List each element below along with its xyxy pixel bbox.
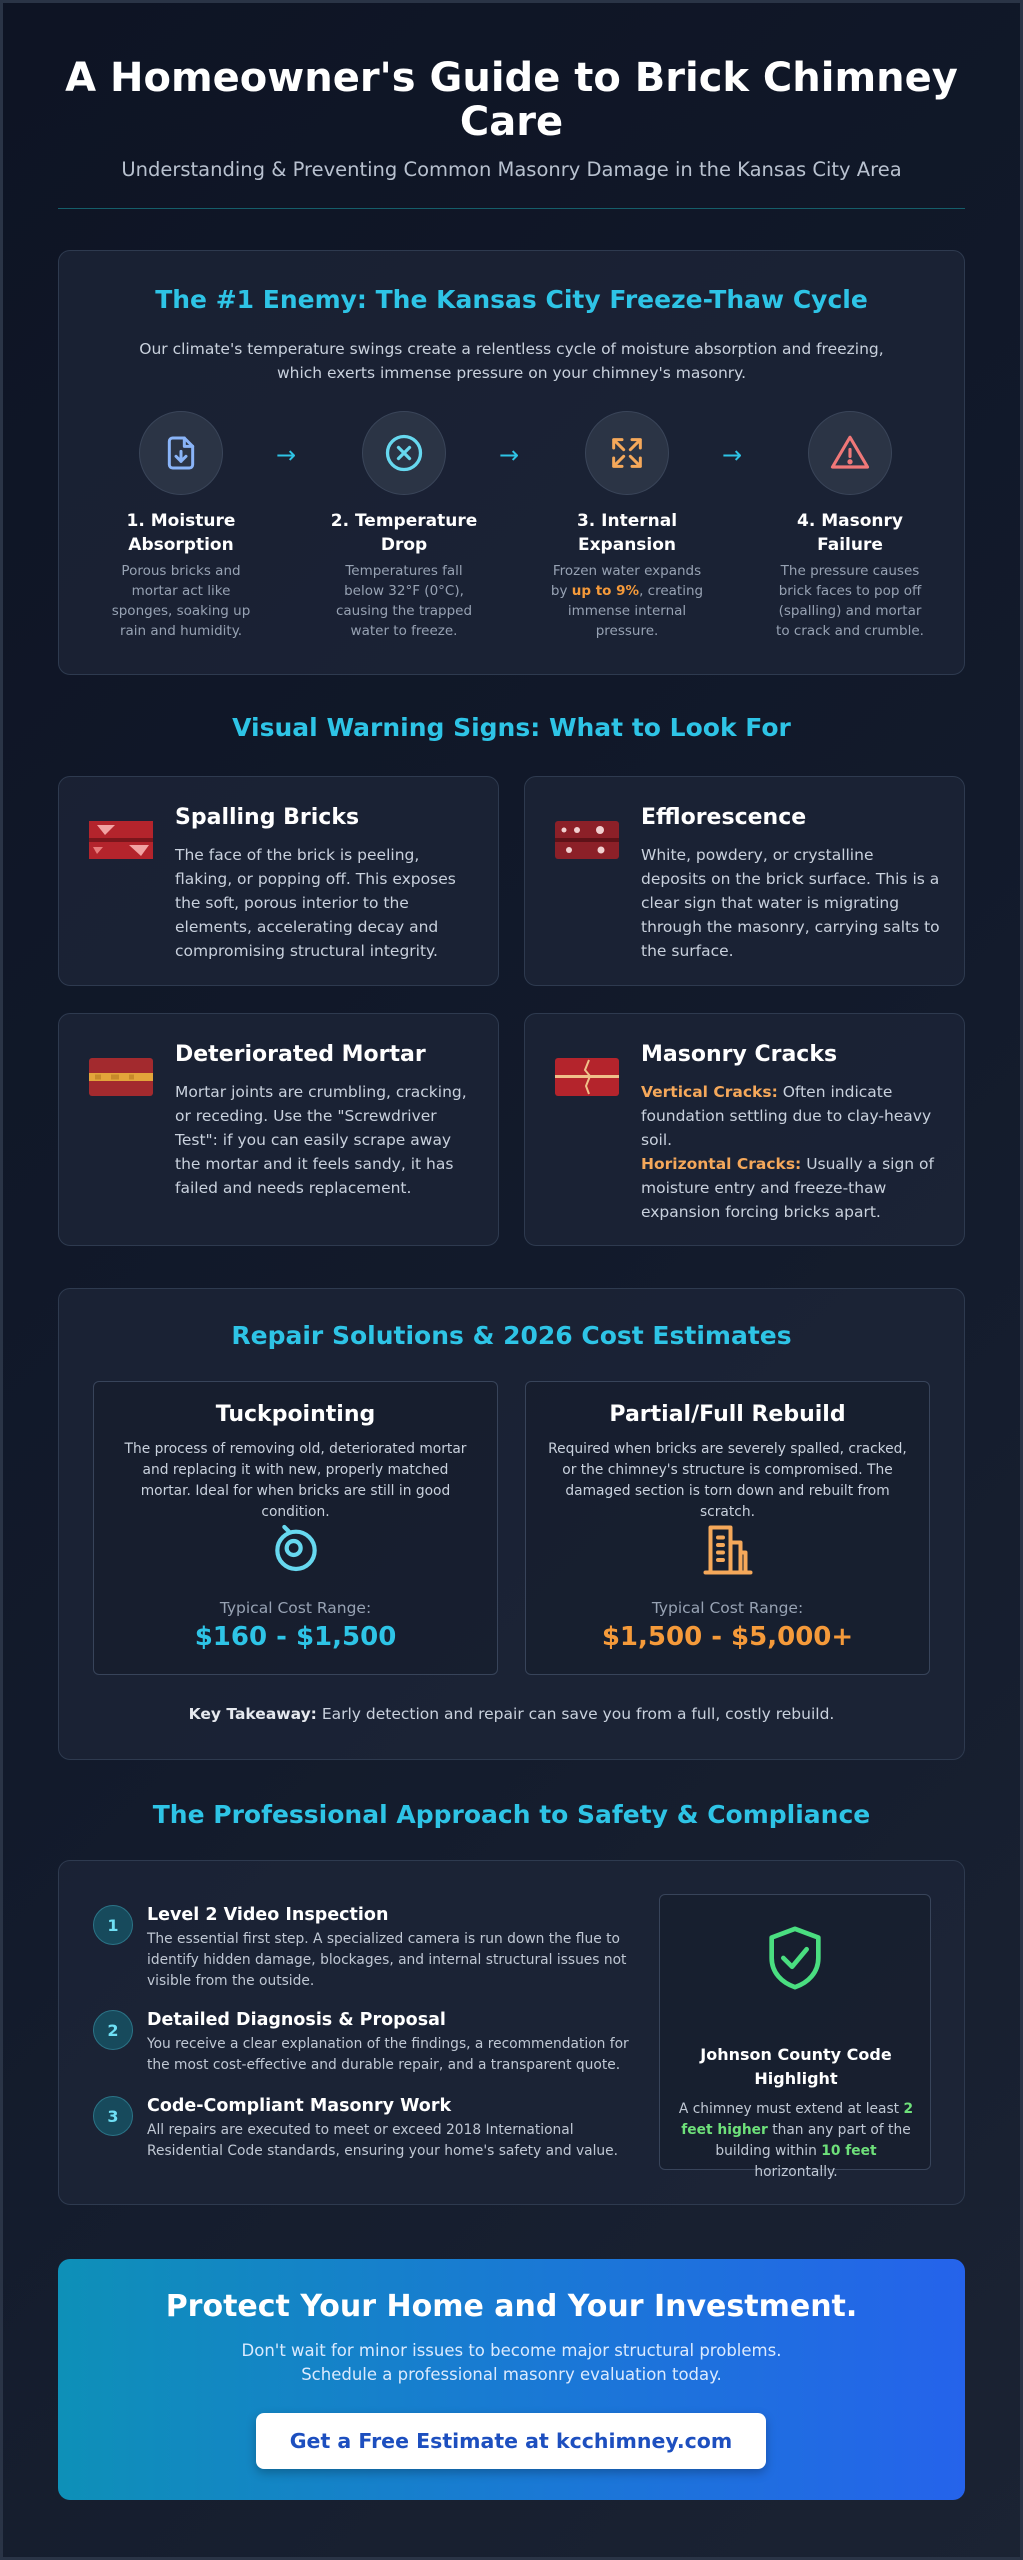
building-icon bbox=[526, 1520, 929, 1580]
step-desc: All repairs are executed to meet or exceed 2018 International Residential Code standards, ensuring your home's safety and value. bbox=[147, 2122, 619, 2159]
step-number: 3 bbox=[93, 2096, 133, 2136]
step-desc: Porous bricks and mortar act like sponges, soaking up rain and humidity. bbox=[111, 563, 251, 639]
key-takeaway: Key Takeaway: Early detection and repair can save you from a full, costly rebuild. bbox=[188, 1705, 835, 1723]
repair-option-card bbox=[93, 1381, 498, 1675]
cost-label: Typical Cost Range: bbox=[651, 1599, 804, 1617]
trowel-icon bbox=[94, 1520, 497, 1576]
cycle-step bbox=[324, 411, 484, 641]
cost-value: $1,500 - $5,000+ bbox=[601, 1622, 854, 1652]
warning-title: Masonry Cracks bbox=[641, 1042, 838, 1067]
arrow-right-icon: → bbox=[499, 441, 520, 469]
repair-title: Tuckpointing bbox=[215, 1402, 376, 1427]
cycle-step bbox=[770, 411, 930, 641]
professional-section bbox=[58, 1860, 965, 2205]
free-estimate-button[interactable]: Get a Free Estimate at kcchimney.com bbox=[256, 2413, 766, 2469]
cta-title: Protect Your Home and Your Investment. bbox=[165, 2289, 858, 2324]
arrow-right-icon: → bbox=[722, 441, 743, 469]
section-title: The #1 Enemy: The Kansas City Freeze-Thaw Cycle bbox=[155, 285, 868, 314]
cta-banner bbox=[58, 2259, 965, 2500]
page-title: A Homeowner's Guide to Brick Chimney Care bbox=[65, 55, 958, 145]
cracked-brick-icon bbox=[555, 1058, 619, 1096]
header bbox=[58, 56, 965, 181]
step-desc: The essential first step. A specialized camera is run down the flue to identify hidden damage, blockages, and internal structural issues not visible from the outside. bbox=[147, 1931, 627, 1989]
x-circle-icon bbox=[362, 411, 446, 495]
vertical-cracks-label: Vertical Cracks: bbox=[641, 1083, 778, 1101]
header-divider bbox=[58, 208, 965, 209]
horizontal-cracks-label: Horizontal Cracks: bbox=[641, 1155, 802, 1173]
warning-desc: White, powdery, or crystalline deposits on the brick surface. This is a clear sign that water is migrating through the masonry, carrying salts to the surface. bbox=[641, 846, 940, 960]
step-title: Code-Compliant Masonry Work bbox=[147, 2096, 452, 2116]
repair-desc: Required when bricks are severely spalled, cracked, or the chimney's structure is compromised. The damaged section is torn down and rebuilt from scratch. bbox=[548, 1441, 907, 1520]
step-desc: The pressure causes brick faces to pop off (spalling) and mortar to crack and crumble. bbox=[776, 563, 924, 639]
step-title: 3. Internal Expansion bbox=[576, 511, 678, 555]
section-title: The Professional Approach to Safety & Compliance bbox=[152, 1800, 871, 1829]
cycle-step bbox=[547, 411, 707, 641]
page-subtitle: Understanding & Preventing Common Masonry Damage in the Kansas City Area bbox=[121, 158, 902, 181]
shield-check-icon bbox=[660, 1923, 930, 1993]
warning-card bbox=[524, 776, 965, 986]
code-desc: A chimney must extend at least 2 feet higher than any part of the building within 10 feet horizontally. bbox=[678, 2101, 914, 2180]
arrow-right-icon: → bbox=[276, 441, 297, 469]
expansion-highlight: up to 9% bbox=[571, 583, 640, 599]
repair-section bbox=[58, 1288, 965, 1760]
warning-desc: Vertical Cracks: Often indicate foundation settling due to clay-heavy soil. Horizontal Cracks: Usually a sign of moisture entry and freeze-thaw expansion forcing bricks apart. bbox=[641, 1083, 934, 1221]
cta-text: Don't wait for minor issues to become major structural problems. Schedule a professional masonry evaluation today. bbox=[241, 2341, 782, 2384]
warning-card bbox=[58, 1013, 499, 1246]
step-desc: Frozen water expands by up to 9%, creating immense internal pressure. bbox=[550, 563, 704, 639]
file-download-icon bbox=[139, 411, 223, 495]
step-desc: Temperatures fall below 32°F (0°C), causing the trapped water to freeze. bbox=[335, 563, 473, 639]
warning-desc: The face of the brick is peeling, flaking, or popping off. This exposes the soft, porous interior to the elements, accelerating decay and compromising structural integrity. bbox=[175, 846, 456, 960]
warning-desc: Mortar joints are crumbling, cracking, or receding. Use the "Screwdriver Test": if you can easily scrape away the mortar and it feels sandy, it has failed and needs replacement. bbox=[175, 1083, 467, 1197]
step-number: 2 bbox=[93, 2010, 133, 2050]
expand-icon bbox=[585, 411, 669, 495]
warning-title: Deteriorated Mortar bbox=[175, 1042, 426, 1067]
spalling-brick-icon bbox=[89, 821, 153, 859]
code-title: Johnson County Code Highlight bbox=[700, 2045, 892, 2088]
section-intro: Our climate's temperature swings create a relentless cycle of moisture absorption and freezing, which exerts immense pressure on your chimney's masonry. bbox=[139, 340, 884, 382]
step-title: 4. Masonry Failure bbox=[797, 511, 903, 555]
step-title: 1. Moisture Absorption bbox=[126, 511, 236, 555]
repair-option-card bbox=[525, 1381, 930, 1675]
step-title: 2. Temperature Drop bbox=[330, 511, 478, 555]
section-title: Repair Solutions & 2026 Cost Estimates bbox=[231, 1321, 792, 1350]
section-title: Visual Warning Signs: What to Look For bbox=[232, 713, 791, 742]
cost-label: Typical Cost Range: bbox=[219, 1599, 372, 1617]
step-number: 1 bbox=[93, 1905, 133, 1945]
repair-desc: The process of removing old, deteriorated mortar and replacing it with new, properly matched mortar. Ideal for when bricks are still in good condition. bbox=[124, 1441, 467, 1520]
step-title: Level 2 Video Inspection bbox=[147, 1905, 389, 1925]
warning-card bbox=[524, 1013, 965, 1246]
cycle-step bbox=[101, 411, 261, 641]
repair-title: Partial/Full Rebuild bbox=[609, 1402, 846, 1427]
efflorescence-brick-icon bbox=[555, 821, 619, 859]
step-title: Detailed Diagnosis & Proposal bbox=[147, 2010, 446, 2030]
warning-title: Spalling Bricks bbox=[175, 805, 360, 830]
cost-value: $160 - $1,500 bbox=[194, 1622, 397, 1652]
warning-title: Efflorescence bbox=[641, 805, 807, 830]
step-desc: You receive a clear explanation of the findings, a recommendation for the most cost-effective and durable repair, and a transparent quote. bbox=[147, 2036, 629, 2073]
mortar-brick-icon bbox=[89, 1058, 153, 1096]
warning-triangle-icon bbox=[808, 411, 892, 495]
warning-card bbox=[58, 776, 499, 986]
code-highlight-card bbox=[659, 1894, 931, 2180]
freeze-thaw-section bbox=[58, 250, 965, 675]
